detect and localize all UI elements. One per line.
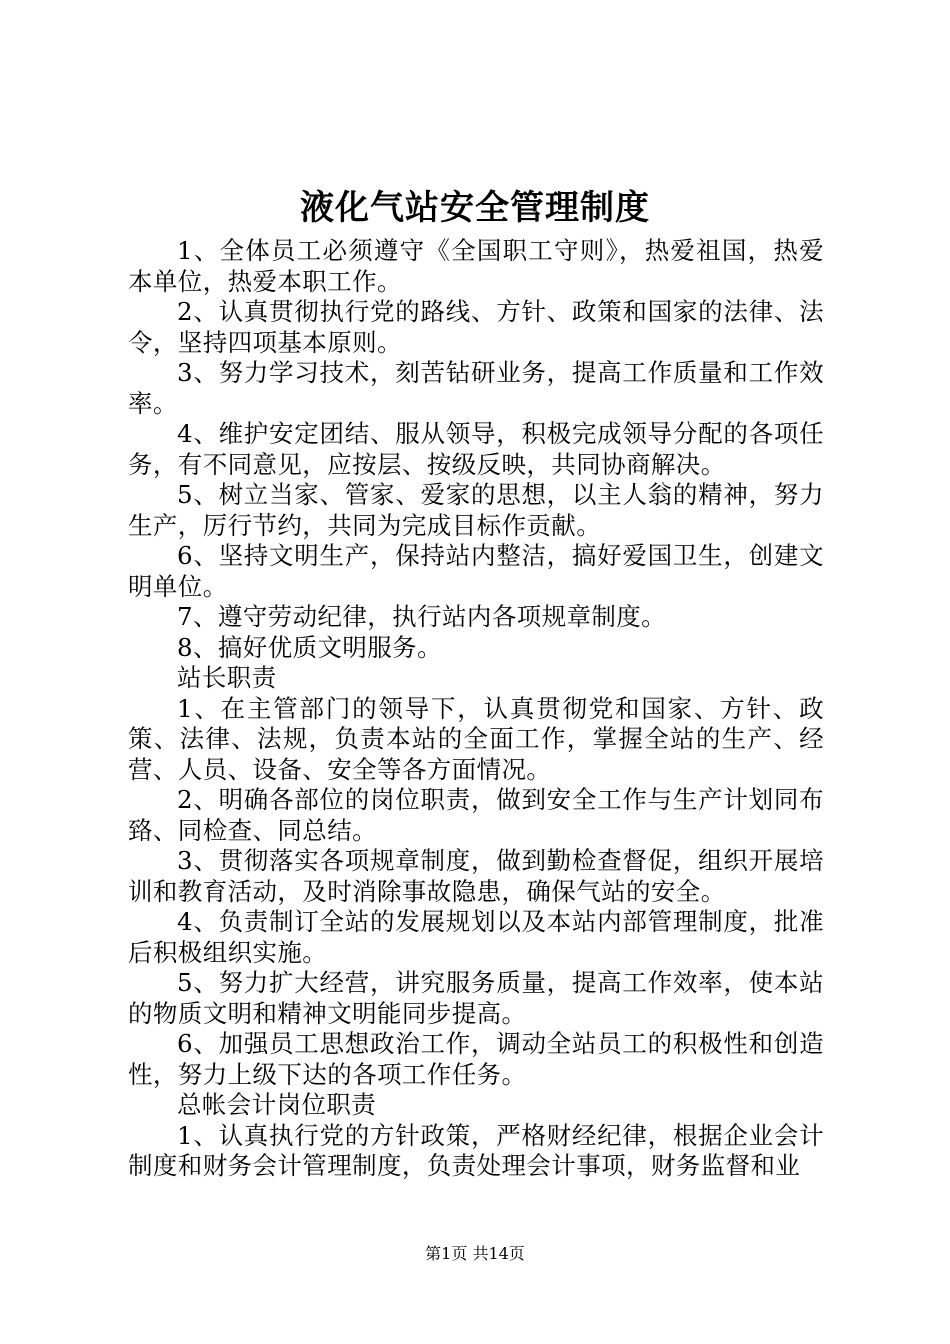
page-footer: 第1页 共14页 [425, 1244, 525, 1263]
section-heading-general-accountant: 总帐会计岗位职责 [177, 1090, 377, 1119]
paragraph-manager-duty-4: 4、负责制订全站的发展规划以及本站内部管理制度，批准后积极组织实施。 [128, 907, 824, 967]
paragraph-accountant-duty-1: 1、认真执行党的方针政策，严格财经纪律，根据企业会计制度和财务会计管理制度，负责处理会计事项，财务监督和业 [128, 1120, 824, 1180]
paragraph-rule-2: 2、认真贯彻执行党的路线、方针、政策和国家的法律、法令，坚持四项基本原则。 [128, 297, 824, 357]
paragraph-manager-duty-3: 3、贯彻落实各项规章制度，做到勤检查督促，组织开展培训和教育活动，及时消除事故隐患，确保气站的安全。 [128, 846, 824, 906]
paragraph-manager-duty-2: 2、明确各部位的岗位职责，做到安全工作与生产计划同布臵、同检查、同总结。 [128, 785, 824, 845]
paragraph-rule-7: 7、遵守劳动纪律，执行站内各项规章制度。 [177, 602, 667, 631]
document-body [128, 236, 824, 1182]
paragraph-rule-8: 8、搞好优质文明服务。 [177, 632, 442, 662]
paragraph-rule-6: 6、坚持文明生产，保持站内整洁，搞好爱国卫生，创建文明单位。 [128, 541, 824, 601]
paragraph-rule-1: 1、全体员工必须遵守《全国职工守则》，热爱祖国，热爱本单位，热爱本职工作。 [128, 236, 824, 296]
section-heading-station-manager: 站长职责 [177, 663, 277, 692]
document-title: 液化气站安全管理制度 [300, 188, 650, 228]
paragraph-manager-duty-6: 6、加强员工思想政治工作，调动全站员工的积极性和创造性，努力上级下达的各项工作任务。 [128, 1029, 824, 1089]
paragraph-rule-3: 3、努力学习技术，刻苦钻研业务，提高工作质量和工作效率。 [128, 358, 824, 418]
paragraph-manager-duty-1: 1、在主管部门的领导下，认真贯彻党和国家、方针、政策、法律、法规，负责本站的全面工作，掌握全站的生产、经营、人员、设备、安全等各方面情况。 [128, 693, 824, 784]
paragraph-rule-4: 4、维护安定团结、服从领导，积极完成领导分配的各项任务，有不同意见，应按层、按级反映，共同协商解决。 [128, 419, 824, 479]
paragraph-rule-5: 5、树立当家、管家、爱家的思想，以主人翁的精神，努力生产，厉行节约，共同为完成目标作贡献。 [128, 480, 824, 540]
paragraph-manager-duty-5: 5、努力扩大经营，讲究服务质量，提高工作效率，使本站的物质文明和精神文明能同步提高。 [128, 968, 824, 1028]
